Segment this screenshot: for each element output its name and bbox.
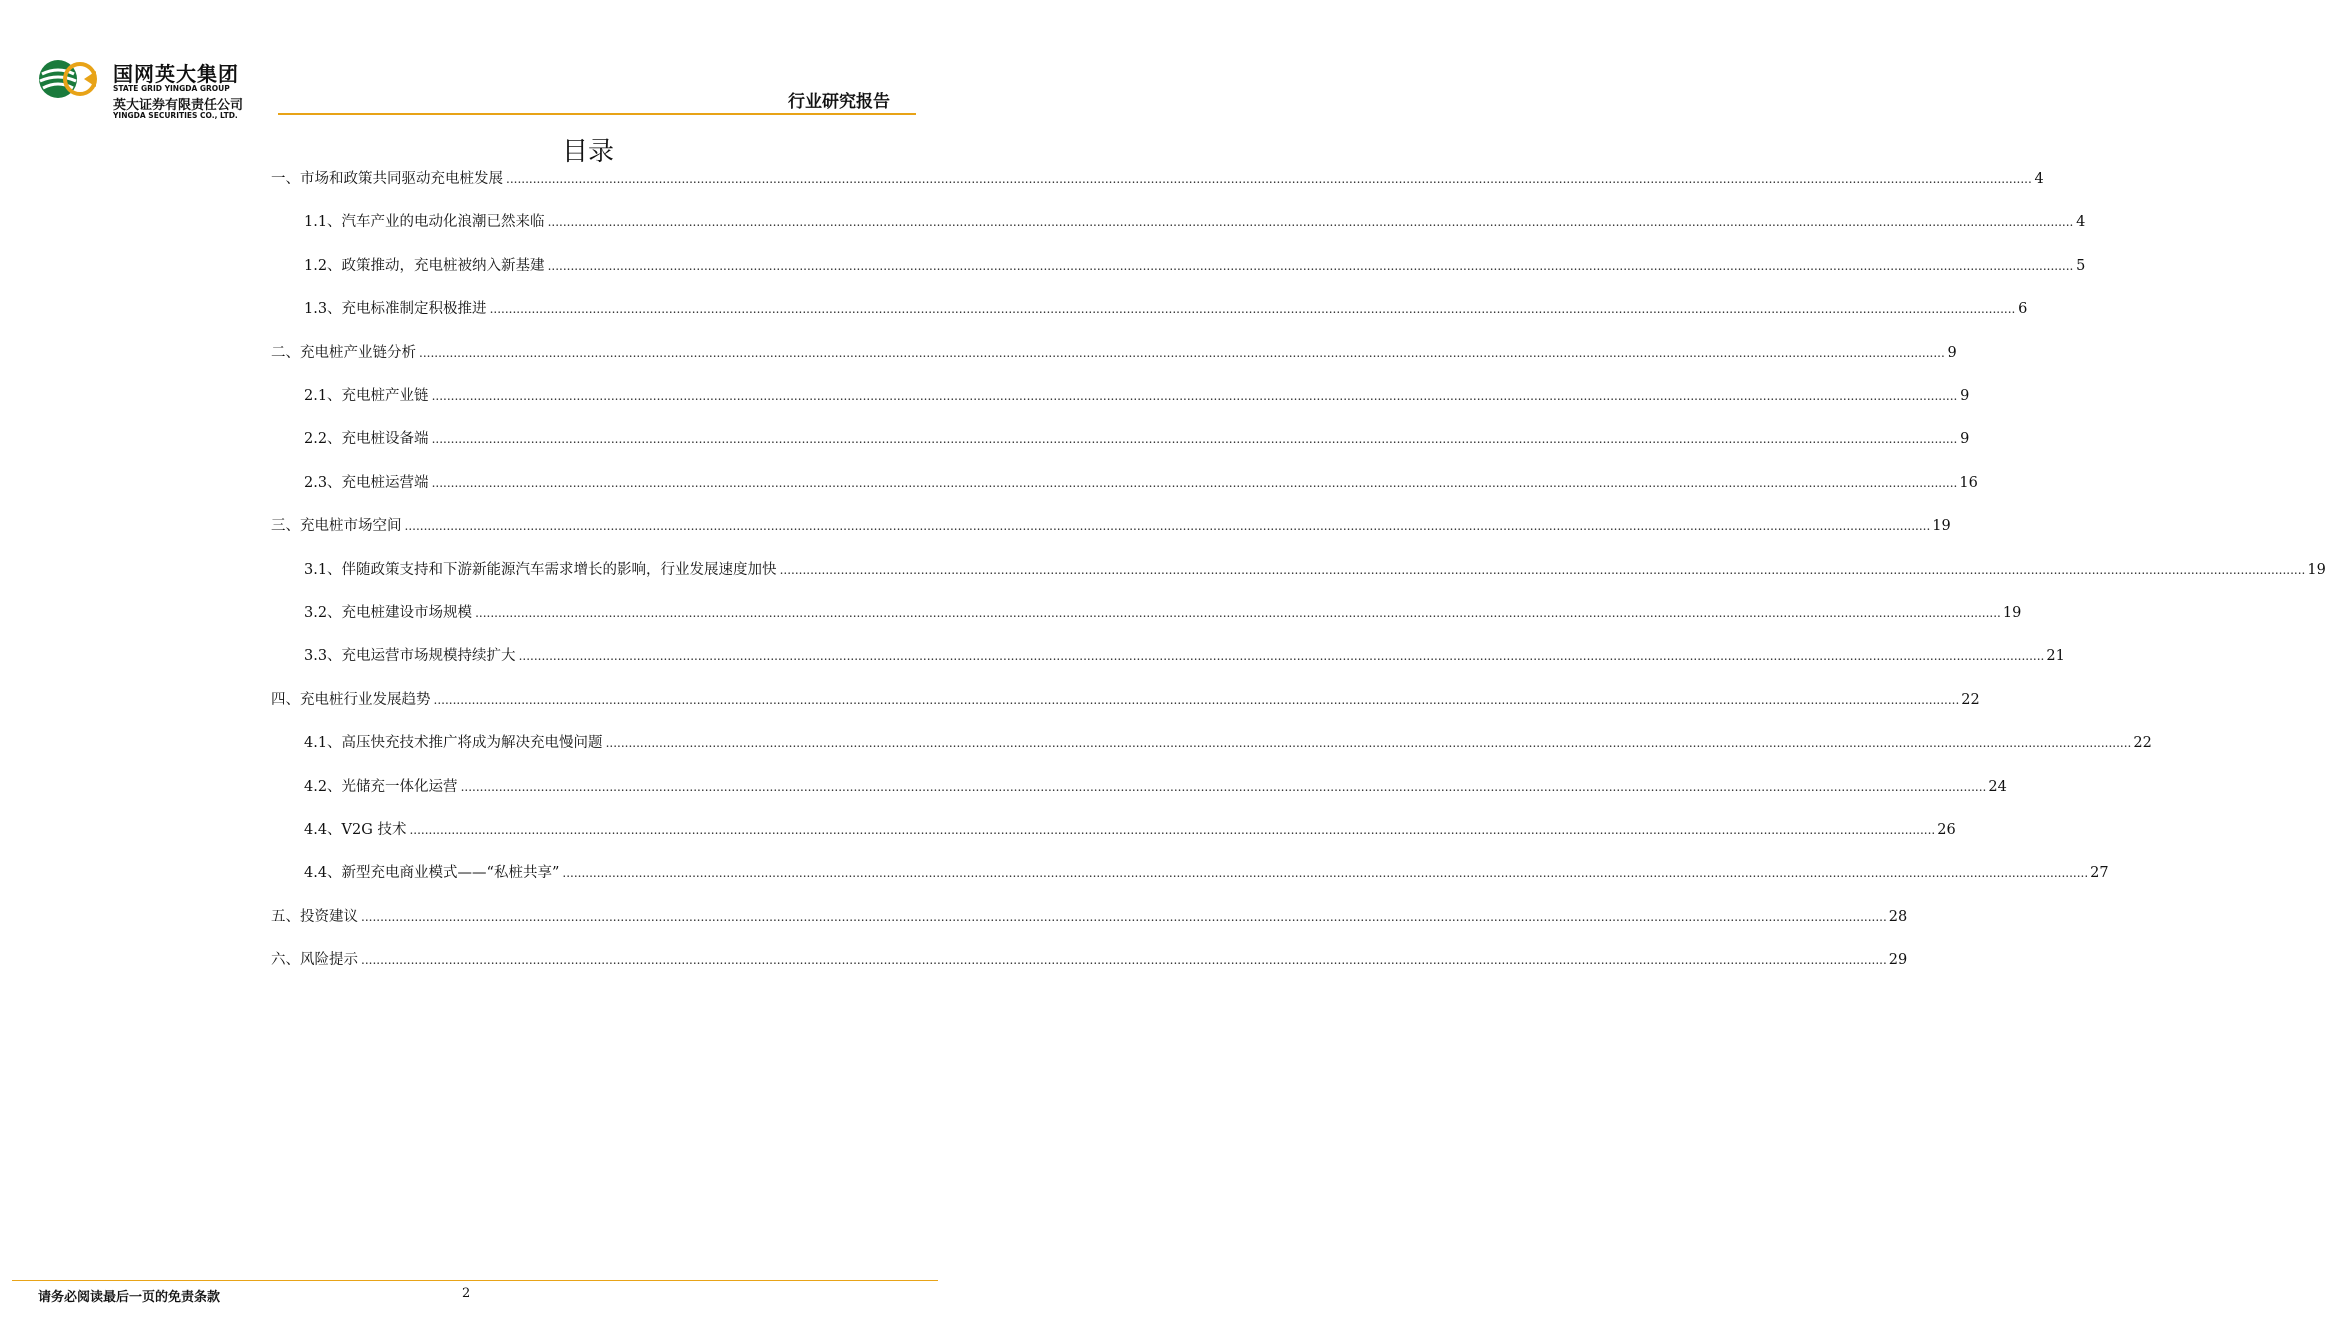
toc-entry[interactable] (304, 384, 1970, 406)
toc-entry-page: 19 (2002, 605, 2022, 621)
page-number: 2 (462, 1286, 471, 1301)
toc-entry-title: 充电桩市场空间 (300, 518, 402, 535)
toc-entry-title: 2.3、充电桩运营端 (304, 474, 429, 491)
toc-entry-number: 六、 (271, 952, 300, 969)
toc-entry[interactable] (304, 210, 2086, 232)
toc-entry[interactable] (271, 514, 1951, 536)
toc-entry-title: 3.2、充电桩建设市场规模 (304, 605, 473, 621)
toc-entry[interactable] (304, 471, 1978, 493)
toc-entry-title: 2.2、充电桩设备端 (304, 431, 429, 448)
toc-entry-page: 19 (1932, 518, 1951, 535)
toc-entry-number: 一、 (271, 171, 300, 187)
toc-entry-page: 9 (1960, 431, 1970, 448)
toc-entry[interactable] (304, 427, 1970, 449)
toc-dot-leader: ................................................................................................................................................................................................................................................................................................................................................................................................................ (547, 258, 2074, 273)
toc-entry[interactable] (271, 905, 1908, 927)
toc-entry-title: 充电桩行业发展趋势 (300, 691, 431, 708)
toc-entry-number: 二、 (271, 344, 300, 361)
toc-dot-leader: ................................................................................................................................................................................................................................................................................................................................................................................................................ (460, 779, 1987, 794)
toc-entry-title: 3.3、充电运营市场规模持续扩大 (304, 648, 516, 665)
toc-entry[interactable] (304, 861, 2109, 883)
toc-dot-leader: ................................................................................................................................................................................................................................................................................................................................................................................................................ (518, 649, 2045, 664)
toc-entry-number: 三、 (271, 518, 300, 535)
logo-english-group-name: STATE GRID YINGDA GROUP (113, 84, 230, 93)
toc-dot-leader: ................................................................................................................................................................................................................................................................................................................................................................................................................ (779, 562, 2306, 577)
toc-entry-page: 27 (2090, 865, 2109, 882)
toc-entry-title: 1.1、汽车产业的电动化浪潮已然来临 (304, 214, 545, 231)
toc-dot-leader: ................................................................................................................................................................................................................................................................................................................................................................................................................ (431, 475, 1958, 490)
toc-entry[interactable] (304, 297, 2028, 319)
toc-entry[interactable] (271, 688, 1980, 710)
toc-entry-title: 3.1、伴随政策支持和下游新能源汽车需求增长的影响，行业发展速度加快 (304, 561, 777, 578)
toc-entry[interactable] (304, 818, 1956, 840)
toc-dot-leader: ................................................................................................................................................................................................................................................................................................................................................................................................................ (506, 172, 2032, 186)
toc-entry-page: 24 (1988, 778, 2007, 795)
toc-entry-page: 5 (2076, 257, 2086, 274)
toc-entry-page: 26 (1937, 822, 1956, 838)
toc-entry[interactable] (271, 948, 1908, 970)
toc-entry[interactable] (304, 644, 2065, 666)
toc-entry[interactable] (304, 775, 2007, 797)
header-divider (278, 113, 916, 115)
toc-entry-title: 4.1、高压快充技术推广将成为解决充电慢问题 (304, 735, 603, 752)
globe-arrow-logo-icon (36, 56, 104, 102)
toc-entry-page: 6 (2018, 301, 2028, 318)
toc-entry-page: 29 (1888, 952, 1908, 969)
toc-entry[interactable] (271, 167, 2044, 189)
toc-dot-leader: ................................................................................................................................................................................................................................................................................................................................................................................................................ (475, 606, 2001, 620)
toc-entry-title: 1.3、充电标准制定积极推进 (304, 301, 487, 318)
toc-dot-leader: ................................................................................................................................................................................................................................................................................................................................................................................................................ (431, 389, 1958, 403)
toc-entry-page: 9 (1960, 388, 1970, 404)
toc-dot-leader: ................................................................................................................................................................................................................................................................................................................................................................................................................ (562, 866, 2089, 881)
toc-entry[interactable] (271, 341, 1957, 363)
toc-entry-page: 4 (2034, 171, 2044, 187)
toc-entry-page: 9 (1947, 344, 1957, 361)
toc-entry-number: 四、 (271, 691, 300, 708)
page-header (0, 0, 950, 130)
toc-entry-title: 充电桩产业链分析 (300, 344, 416, 361)
toc-dot-leader: ................................................................................................................................................................................................................................................................................................................................................................................................................ (547, 215, 2074, 230)
toc-entry-title: 4.4、新型充电商业模式——“私桩共享” (304, 865, 560, 882)
toc-entry-page: 21 (2046, 648, 2065, 665)
toc-title: 目录 (561, 137, 614, 167)
toc-dot-leader: ................................................................................................................................................................................................................................................................................................................................................................................................................ (605, 736, 2132, 751)
toc-dot-leader: ................................................................................................................................................................................................................................................................................................................................................................................................................ (361, 953, 1887, 968)
toc-entry-title: 风险提示 (300, 952, 358, 969)
toc-dot-leader: ................................................................................................................................................................................................................................................................................................................................................................................................................ (433, 692, 1960, 707)
toc-entry-page: 4 (2076, 214, 2086, 231)
toc-entry[interactable] (304, 558, 2326, 580)
toc-entry-title: 投资建议 (300, 908, 358, 925)
footer-divider (12, 1280, 938, 1281)
toc-entry-title: 4.2、光储充一体化运营 (304, 778, 458, 795)
toc-entry-page: 28 (1888, 908, 1908, 925)
report-type-label: 行业研究报告 (788, 92, 890, 112)
toc-entry-page: 19 (2307, 561, 2326, 578)
logo-chinese-group-name: 国网英大集团 (113, 62, 239, 86)
toc-entry-title: 1.2、政策推动，充电桩被纳入新基建 (304, 257, 545, 274)
toc-entry-title: 4.4、V2G 技术 (304, 822, 407, 838)
toc-entry-title: 2.1、充电桩产业链 (304, 388, 429, 404)
toc-entry-title: 市场和政策共同驱动充电桩发展 (300, 171, 503, 187)
toc-dot-leader: ................................................................................................................................................................................................................................................................................................................................................................................................................ (489, 302, 2016, 317)
toc-entry[interactable] (304, 254, 2086, 276)
toc-entry[interactable] (304, 731, 2152, 753)
toc-dot-leader: ................................................................................................................................................................................................................................................................................................................................................................................................................ (361, 909, 1887, 924)
toc-entry-page: 22 (1961, 691, 1980, 708)
toc-dot-leader: ................................................................................................................................................................................................................................................................................................................................................................................................................ (404, 519, 1931, 534)
toc-entry[interactable] (304, 601, 2022, 623)
toc-entry-number: 五、 (271, 908, 300, 925)
toc-entry-page: 22 (2133, 735, 2152, 752)
logo-english-company-name: YINGDA SECURITIES CO., LTD. (113, 111, 238, 120)
logo-chinese-company-name: 英大证券有限责任公司 (113, 98, 244, 113)
toc-entry-page: 16 (1959, 474, 1978, 491)
footer-disclaimer: 请务必阅读最后一页的免责条款 (38, 1290, 221, 1305)
toc-dot-leader: ................................................................................................................................................................................................................................................................................................................................................................................................................ (409, 823, 1936, 837)
toc-dot-leader: ................................................................................................................................................................................................................................................................................................................................................................................................................ (419, 345, 1945, 360)
toc-dot-leader: ................................................................................................................................................................................................................................................................................................................................................................................................................ (431, 432, 1958, 447)
